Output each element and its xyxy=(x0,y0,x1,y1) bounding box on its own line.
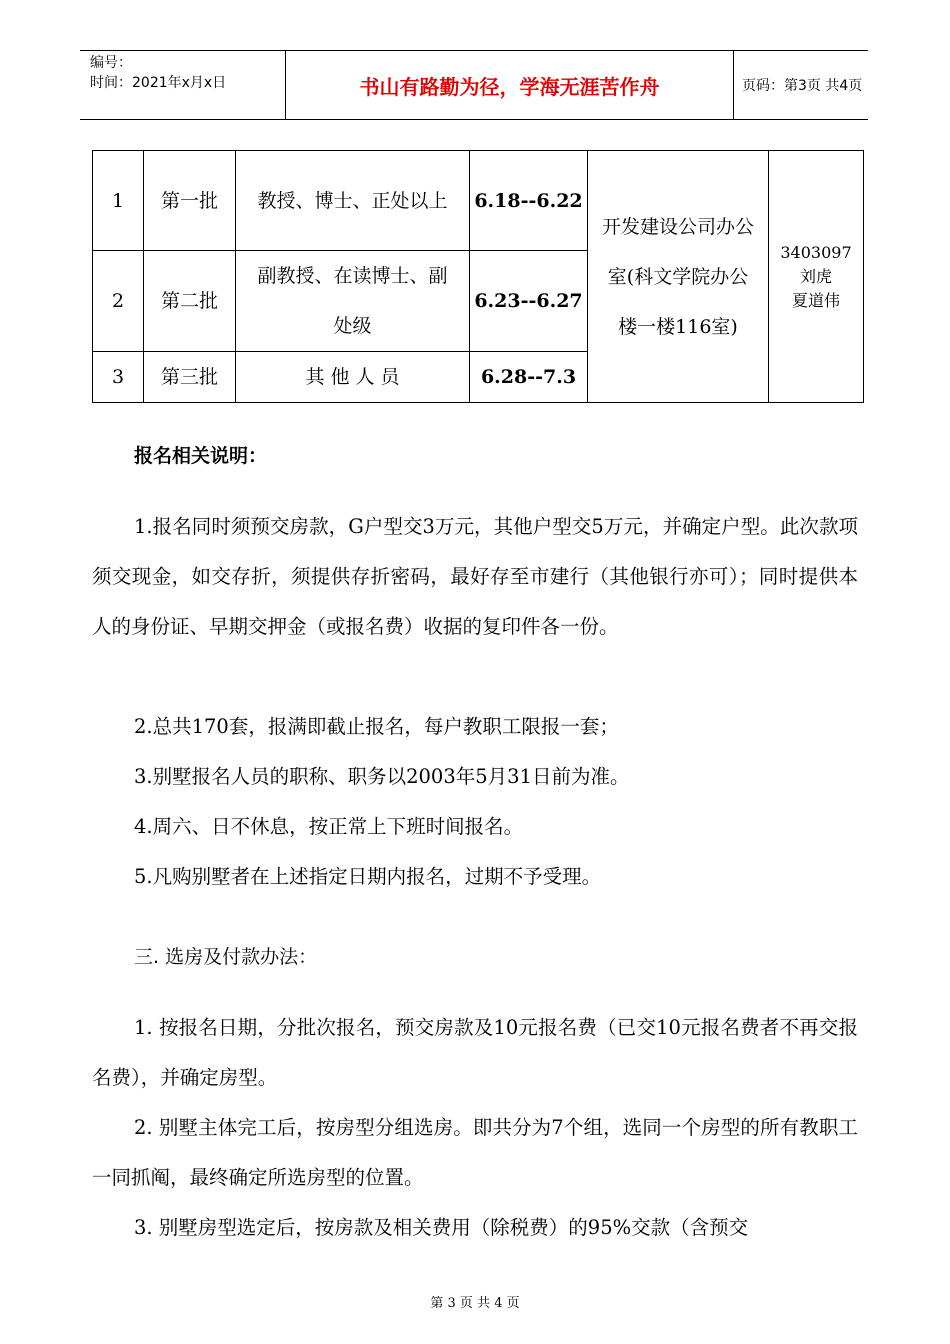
batch-cell: 第三批 xyxy=(144,352,236,403)
header-meta xyxy=(90,53,226,93)
dates-cell: 6.18--6.22 xyxy=(470,151,588,251)
section-paragraph: 1. 按报名日期，分批次报名，预交房款及10元报名费（已交10元报名费者不再交报名费），并确定房型。 xyxy=(92,1016,858,1089)
note-paragraph: 5.凡购别墅者在上述指定日期内报名，过期不予受理。 xyxy=(134,865,602,888)
contact-name: 夏道伟 xyxy=(791,290,840,310)
batch-cell: 第一批 xyxy=(144,151,236,251)
dates-cell: 6.23--6.27 xyxy=(470,251,588,352)
time-label: 时间：2021年x月x日 xyxy=(90,75,227,91)
contact-name: 刘虎 xyxy=(799,266,832,286)
notes-heading: 报名相关说明： xyxy=(134,445,268,467)
place-cell: 开发建设公司办公室(科文学院办公楼一楼116室) xyxy=(588,151,769,403)
dates-cell: 6.28--7.3 xyxy=(470,352,588,403)
number-label: 编号： xyxy=(90,55,132,71)
schedule-table xyxy=(92,150,864,403)
section-heading: 三. 选房及付款办法： xyxy=(134,946,318,968)
row-number: 1 xyxy=(93,151,144,251)
page-footer: 第 3 页 共 4 页 xyxy=(430,1296,520,1311)
table-row xyxy=(93,151,864,251)
row-number: 3 xyxy=(93,352,144,403)
note-paragraph: 1.报名同时须预交房款，G户型交3万元，其他户型交5万元，并确定户型。此次款项须交现金，如交存折，须提供存折密码，最好存至市建行（其他银行亦可）；同时提供本人的身份证、早期交押金（或报名费）收据的复印件各一份。 xyxy=(92,515,858,638)
page-header xyxy=(80,50,868,120)
header-page-info: 页码：第3页 共4页 xyxy=(742,78,863,94)
note-paragraph: 2.总共170套，报满即截止报名，每户教职工限报一套； xyxy=(134,715,619,738)
section-paragraph: 2. 别墅主体完工后，按房型分组选房。即共分为7个组，选同一个房型的所有教职工一同抓阄，最终确定所选房型的位置。 xyxy=(92,1116,858,1189)
who-cell: 教授、博士、正处以上 xyxy=(236,151,470,251)
who-cell: 其 他 人 员 xyxy=(236,352,470,403)
batch-cell: 第二批 xyxy=(144,251,236,352)
who-cell: 副教授、在读博士、副处级 xyxy=(236,251,470,352)
contact-phone: 3403097 xyxy=(780,242,852,262)
contact-cell xyxy=(769,151,864,403)
note-paragraph: 3.别墅报名人员的职称、职务以2003年5月31日前为准。 xyxy=(134,765,630,788)
section-paragraph: 3. 别墅房型选定后，按房款及相关费用（除税费）的95%交款（含预交 xyxy=(134,1216,749,1239)
note-paragraph: 4.周六、日不休息，按正常上下班时间报名。 xyxy=(134,815,524,838)
row-number: 2 xyxy=(93,251,144,352)
header-motto: 书山有路勤为径，学海无涯苦作舟 xyxy=(285,51,734,119)
